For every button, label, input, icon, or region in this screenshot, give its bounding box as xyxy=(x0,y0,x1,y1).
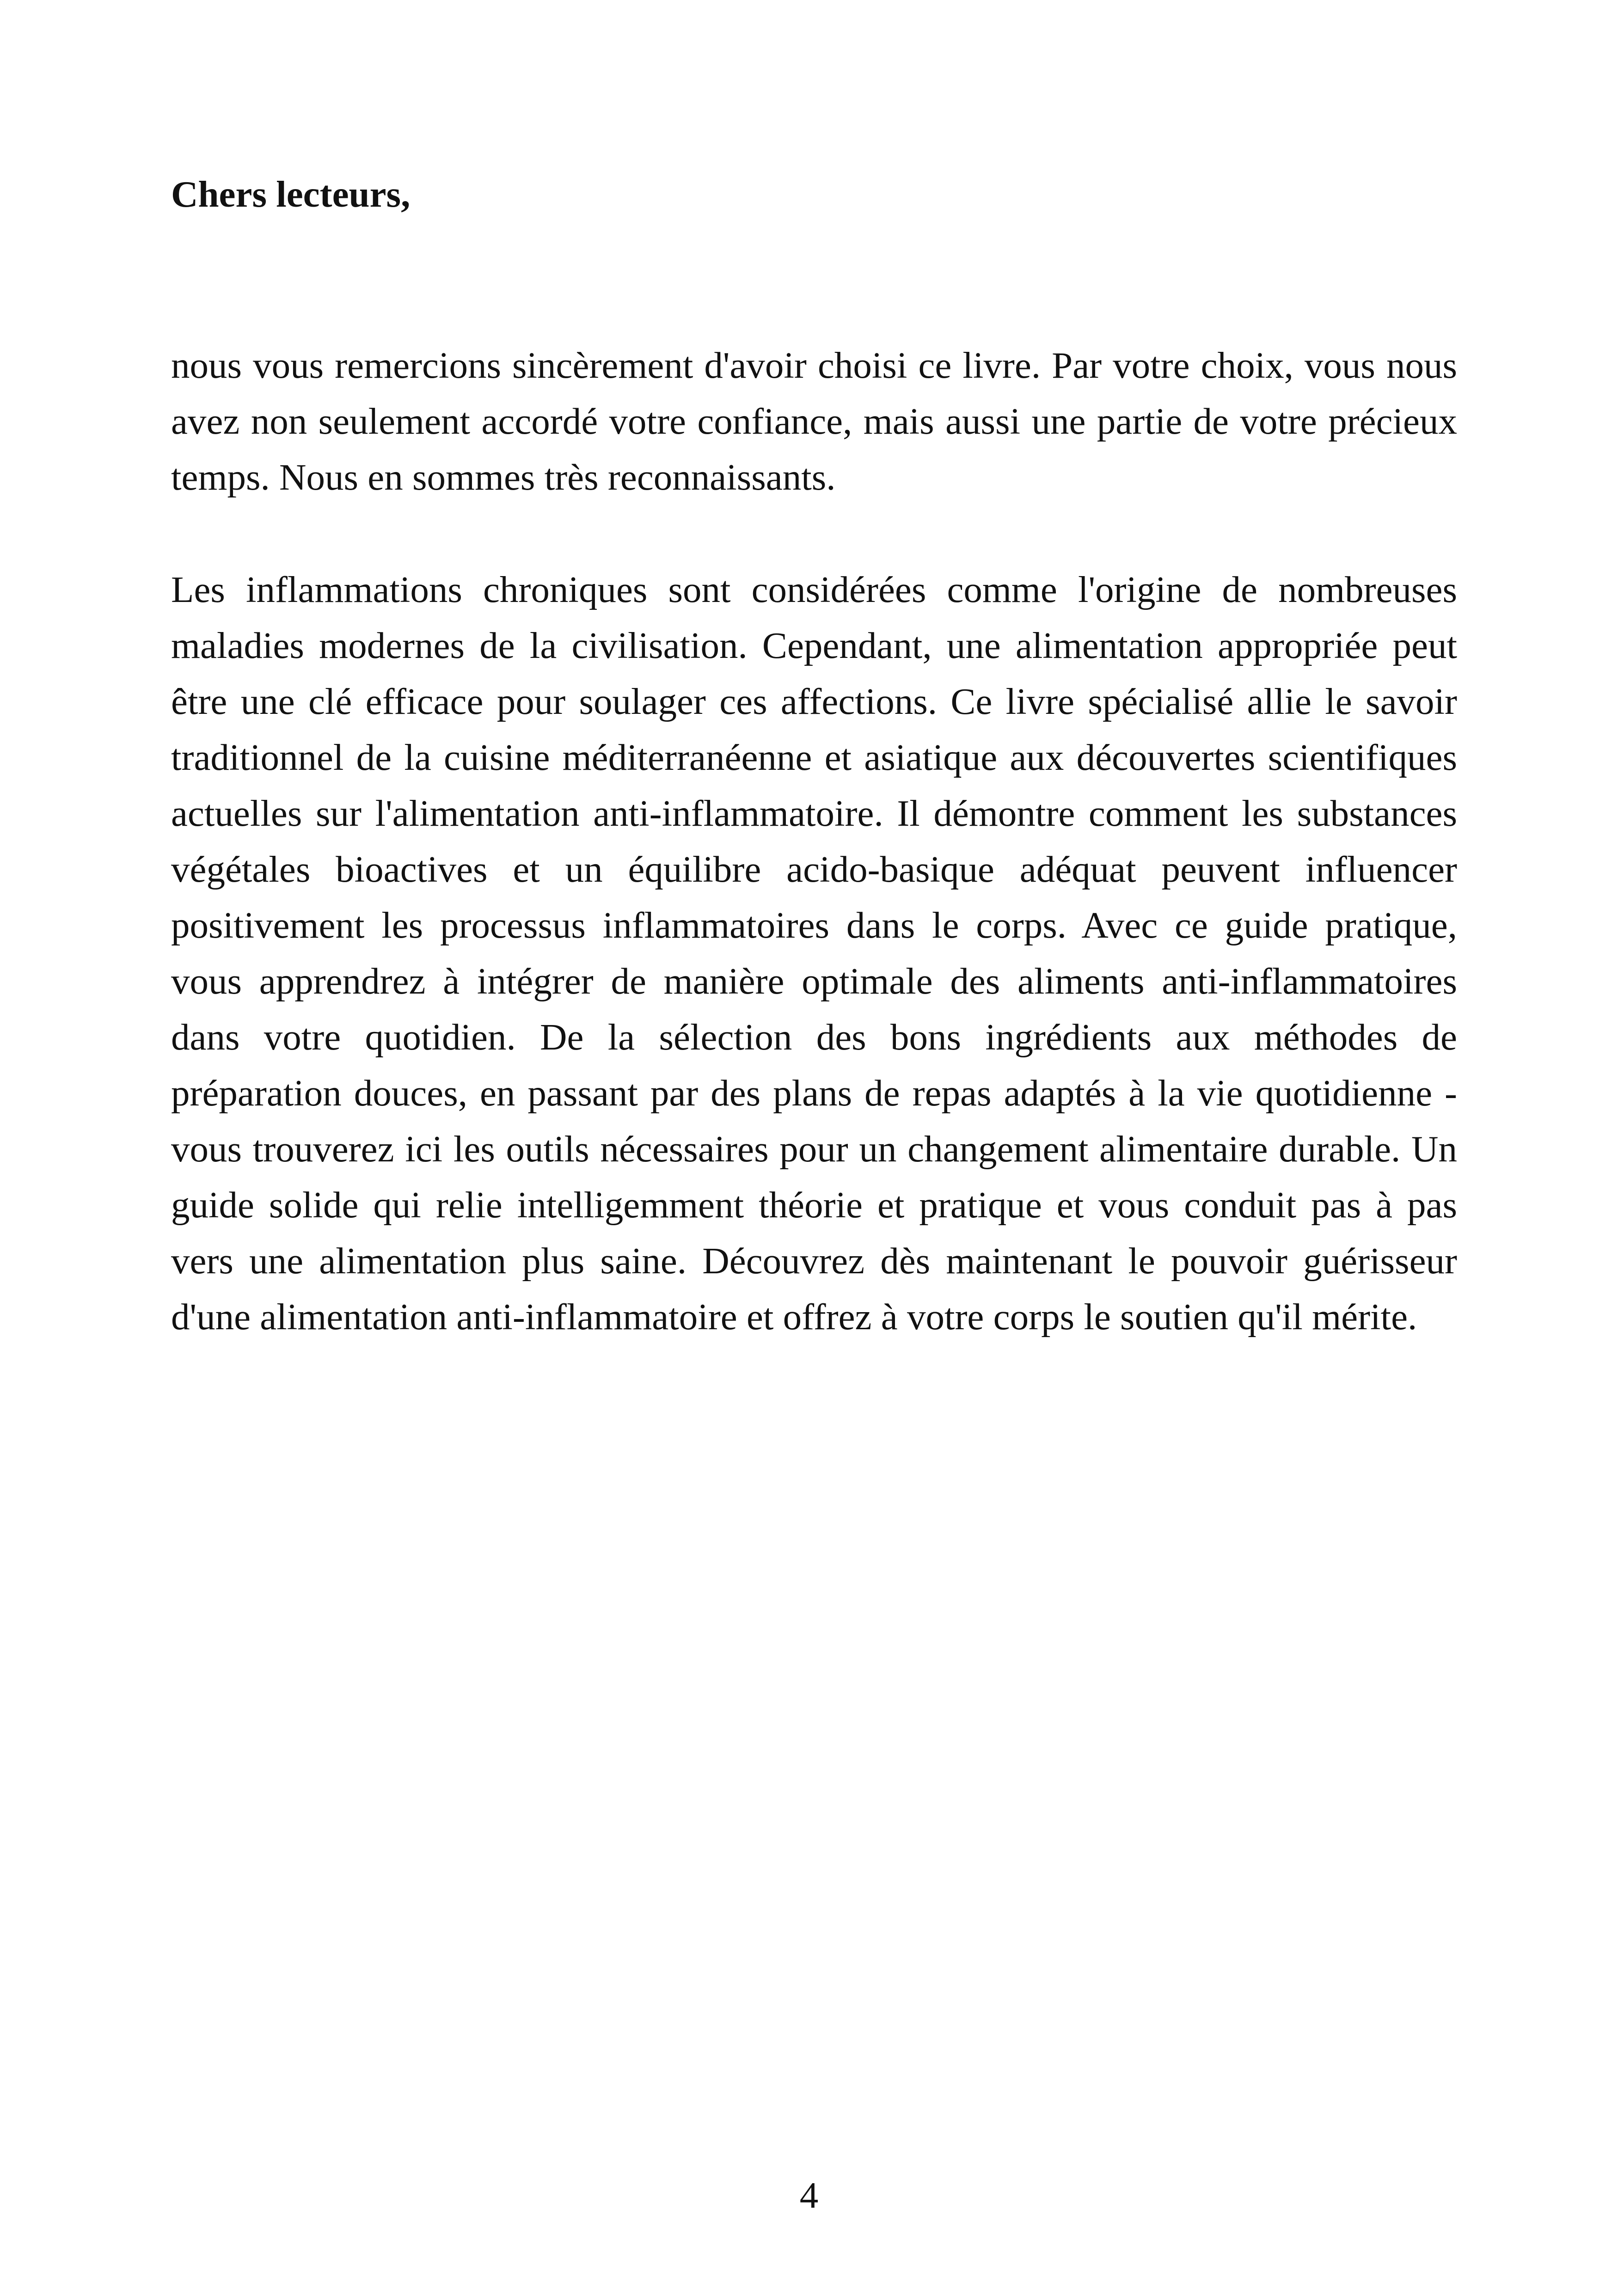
salutation-heading: Chers lecteurs, xyxy=(171,173,411,215)
main-paragraph: Les inflammations chroniques sont considérées comme l'origine de nombreuses maladies modernes de la civilisation. Cependant, une alimentation appropriée peut être une clé efficace pour soulager ces affections. Ce livre spécialisé allie le savoir traditionnel de la cuisine méditerranéenne et asiatique aux découvertes scientifiques actuelles sur l'alimentation anti-inflammatoire. Il démontre comment les substances végétales bioactives et un équilibre acido-basique adéquat peuvent influencer positivement les processus inflammatoires dans le corps. Avec ce guide pratique, vous apprendrez à intégrer de manière optimale des aliments anti-inflammatoires dans votre quotidien. De la sélection des bons ingrédients aux méthodes de préparation douces, en passant par des plans de repas adaptés à la vie quotidienne - vous trouverez ici les outils nécessaires pour un changement alimentaire durable. Un guide solide qui relie intelligemment théorie et pratique et vous conduit pas à pas vers une alimentation plus saine. Découvrez dès maintenant le pouvoir guérisseur d'une alimentation anti-inflammatoire et offrez à votre corps le soutien qu'il mérite. xyxy=(171,569,1457,1338)
letter-body xyxy=(171,338,1457,1345)
intro-paragraph: nous vous remercions sincèrement d'avoir choisi ce livre. Par votre choix, vous nous avez non seulement accordé votre confiance, mais aussi une partie de votre précieux temps. Nous en sommes très reconnaissants. xyxy=(171,344,1457,498)
page-number: 4 xyxy=(799,2174,819,2216)
